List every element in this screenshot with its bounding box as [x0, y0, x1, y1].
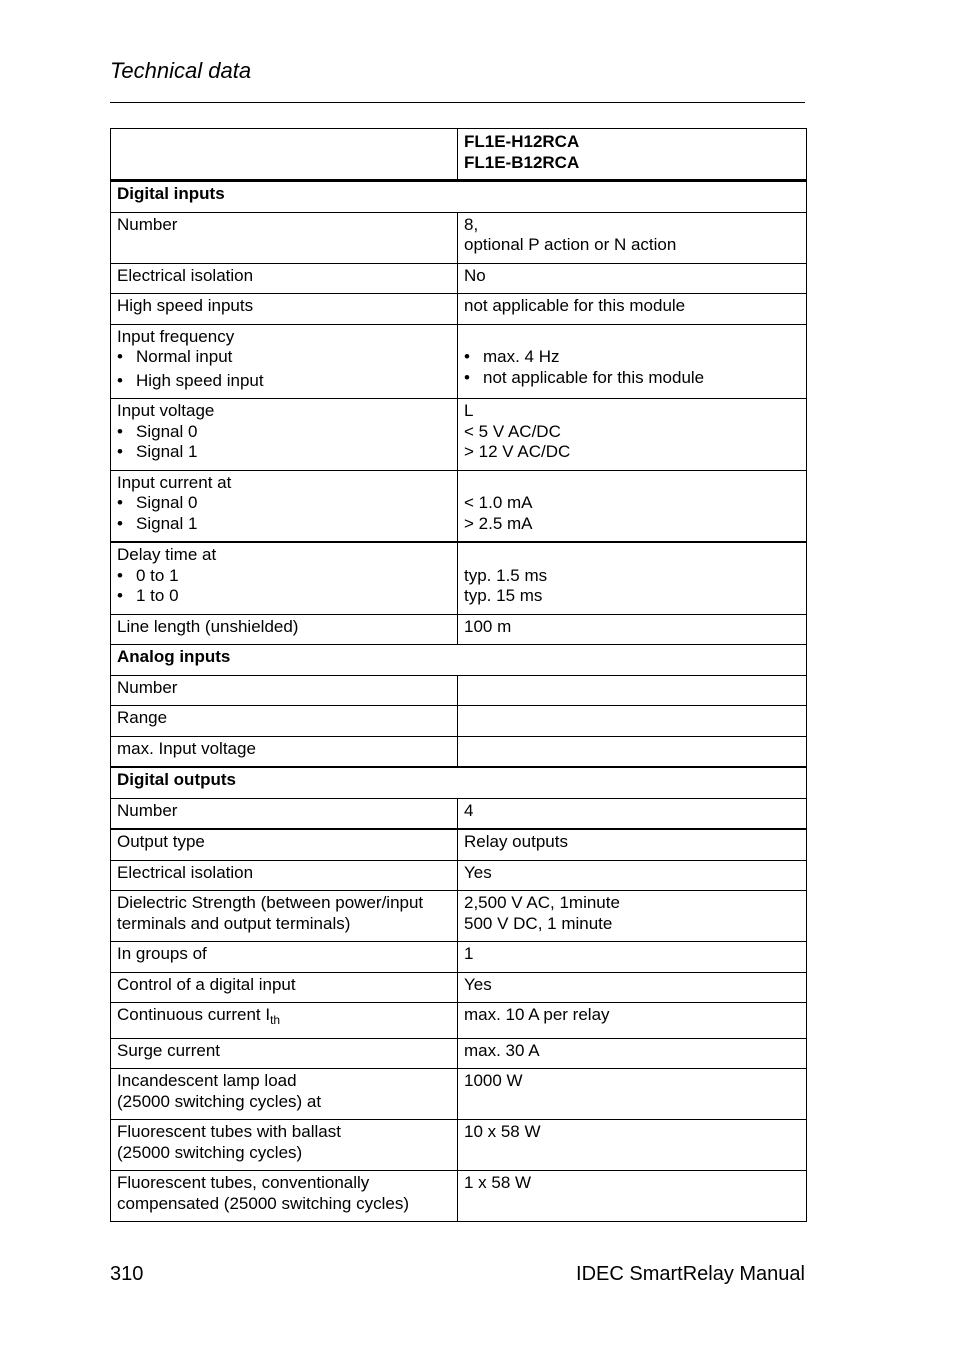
- row-value: 1: [458, 942, 807, 973]
- bullet-icon: •: [117, 493, 123, 512]
- bullet-text: 1 to 0: [136, 586, 179, 605]
- row-label: [111, 891, 458, 942]
- header-empty-cell: [111, 129, 458, 181]
- label-line: (25000 switching cycles) at: [117, 1091, 322, 1111]
- value-line: L: [464, 401, 474, 420]
- section-row-analog-inputs: [111, 645, 807, 676]
- bullet-text: Signal 1: [136, 442, 198, 461]
- page-number: 310: [110, 1263, 144, 1285]
- bullet-item: [117, 566, 451, 587]
- label-line: (25000 switching cycles): [117, 1142, 303, 1162]
- label-line: Delay time at: [117, 545, 217, 564]
- model-name-1: FL1E-H12RCA: [464, 132, 580, 151]
- table-row: [111, 399, 807, 471]
- bullet-icon: •: [117, 442, 123, 461]
- table-row: [111, 675, 807, 706]
- row-value: [458, 891, 807, 942]
- bullet-item: [117, 371, 451, 392]
- bullet-icon: •: [464, 367, 470, 387]
- label-line: Fluorescent tubes, conventionally: [117, 1173, 370, 1192]
- value-line: 2,500 V AC, 1minute: [464, 893, 620, 912]
- page-header-title: Technical data: [110, 58, 252, 83]
- table-row: [111, 1171, 807, 1222]
- bullet-icon: •: [117, 513, 123, 533]
- section-row-digital-inputs: [111, 181, 807, 213]
- bullet-item: [117, 514, 451, 535]
- table-row: [111, 263, 807, 294]
- bullet-icon: •: [117, 586, 123, 605]
- bullet-icon: •: [117, 565, 123, 585]
- label-line: Input voltage: [117, 401, 215, 420]
- row-value: [458, 542, 807, 614]
- bullet-item: [117, 493, 451, 514]
- bullet-item: [117, 347, 451, 368]
- label-line: Input current at: [117, 472, 232, 492]
- row-value: [458, 399, 807, 471]
- row-label: High speed inputs: [111, 294, 458, 325]
- row-label: Surge current: [111, 1038, 458, 1069]
- value-line: 500 V DC, 1 minute: [464, 913, 613, 933]
- table-row: [111, 212, 807, 263]
- value-line: typ. 15 ms: [464, 586, 543, 605]
- row-label: [111, 1069, 458, 1120]
- row-label: Electrical isolation: [111, 860, 458, 891]
- spacer-line: [464, 473, 800, 494]
- label-subscript: th: [270, 1013, 281, 1027]
- table-row: [111, 294, 807, 325]
- bullet-icon: •: [117, 421, 123, 441]
- section-title: Analog inputs: [111, 645, 807, 676]
- row-value: 100 m: [458, 614, 807, 645]
- label-line: Input frequency: [117, 326, 235, 346]
- row-value: not applicable for this module: [458, 294, 807, 325]
- value-line: < 1.0 mA: [464, 493, 533, 512]
- table-row: [111, 1003, 807, 1039]
- value-line: > 2.5 mA: [464, 513, 533, 533]
- spacer-line: [464, 327, 800, 348]
- bullet-icon: •: [117, 347, 123, 366]
- bullet-text: Signal 0: [136, 421, 198, 441]
- bullet-item: [464, 347, 800, 368]
- table-header-row: [111, 129, 807, 181]
- table-row: [111, 798, 807, 829]
- row-value: 4: [458, 798, 807, 829]
- bullet-text: Signal 0: [136, 493, 198, 512]
- row-label: [111, 399, 458, 471]
- table-row: [111, 972, 807, 1003]
- bullet-text: High speed input: [136, 370, 264, 390]
- row-label: [111, 324, 458, 399]
- section-row-digital-outputs: [111, 767, 807, 798]
- table-row: [111, 542, 807, 614]
- label-line: compensated (25000 switching cycles): [117, 1193, 409, 1213]
- row-value: [458, 706, 807, 737]
- row-label: Range: [111, 706, 458, 737]
- bullet-text: max. 4 Hz: [483, 347, 560, 366]
- model-names-cell: [458, 129, 807, 181]
- row-label: Electrical isolation: [111, 263, 458, 294]
- row-label: Number: [111, 212, 458, 263]
- header-divider: [110, 102, 805, 103]
- row-value: max. 30 A: [458, 1038, 807, 1069]
- row-label: max. Input voltage: [111, 736, 458, 767]
- table-row: [111, 942, 807, 973]
- table-row: [111, 891, 807, 942]
- row-value: [458, 470, 807, 542]
- bullet-icon: •: [117, 370, 123, 390]
- spacer-line: [464, 545, 800, 566]
- bullet-item: [117, 442, 451, 463]
- row-value: Relay outputs: [458, 829, 807, 860]
- bullet-text: not applicable for this module: [483, 367, 705, 387]
- value-line: > 12 V AC/DC: [464, 442, 571, 461]
- table-row: [111, 860, 807, 891]
- technical-data-table: [110, 128, 807, 1222]
- bullet-text: Signal 1: [136, 513, 198, 533]
- row-label: [111, 542, 458, 614]
- table-row: [111, 614, 807, 645]
- table-row: [111, 706, 807, 737]
- label-line: Incandescent lamp load: [117, 1071, 297, 1090]
- row-value: [458, 736, 807, 767]
- table-row: [111, 324, 807, 399]
- label-line: Fluorescent tubes with ballast: [117, 1122, 341, 1141]
- row-value: [458, 324, 807, 399]
- bullet-item: [117, 422, 451, 443]
- row-value: 10 x 58 W: [458, 1120, 807, 1171]
- row-label: Control of a digital input: [111, 972, 458, 1003]
- section-title: Digital outputs: [111, 767, 807, 798]
- table-row: [111, 829, 807, 860]
- table-row: [111, 1120, 807, 1171]
- row-value: [458, 675, 807, 706]
- bullet-text: Normal input: [136, 347, 233, 366]
- bullet-icon: •: [464, 347, 470, 366]
- row-label: Number: [111, 798, 458, 829]
- table-row: [111, 1069, 807, 1120]
- value-line: optional P action or N action: [464, 235, 677, 254]
- label-line: terminals and output terminals): [117, 913, 351, 933]
- row-value: Yes: [458, 972, 807, 1003]
- bullet-item: [117, 586, 451, 607]
- row-label: In groups of: [111, 942, 458, 973]
- row-label: Output type: [111, 829, 458, 860]
- label-text: Continuous current I: [117, 1005, 271, 1024]
- row-label: [111, 1120, 458, 1171]
- row-value: 1 x 58 W: [458, 1171, 807, 1222]
- value-line: < 5 V AC/DC: [464, 421, 561, 441]
- manual-name: IDEC SmartRelay Manual: [576, 1263, 805, 1285]
- row-label: Number: [111, 675, 458, 706]
- row-value: Yes: [458, 860, 807, 891]
- row-value: max. 10 A per relay: [458, 1003, 807, 1039]
- row-label: [111, 1171, 458, 1222]
- table-row: [111, 1038, 807, 1069]
- row-value: 1000 W: [458, 1069, 807, 1120]
- bullet-item: [464, 368, 800, 389]
- section-title: Digital inputs: [111, 181, 807, 213]
- label-line: Dielectric Strength (between power/input: [117, 893, 424, 912]
- table-row: [111, 736, 807, 767]
- value-line: 8,: [464, 214, 479, 234]
- row-value: [458, 212, 807, 263]
- row-label: Line length (unshielded): [111, 614, 458, 645]
- model-name-2: FL1E-B12RCA: [464, 152, 580, 172]
- table-row: [111, 470, 807, 542]
- row-value: No: [458, 263, 807, 294]
- row-label: [111, 1003, 458, 1039]
- bullet-text: 0 to 1: [136, 565, 179, 585]
- row-label: [111, 470, 458, 542]
- value-line: typ. 1.5 ms: [464, 565, 548, 585]
